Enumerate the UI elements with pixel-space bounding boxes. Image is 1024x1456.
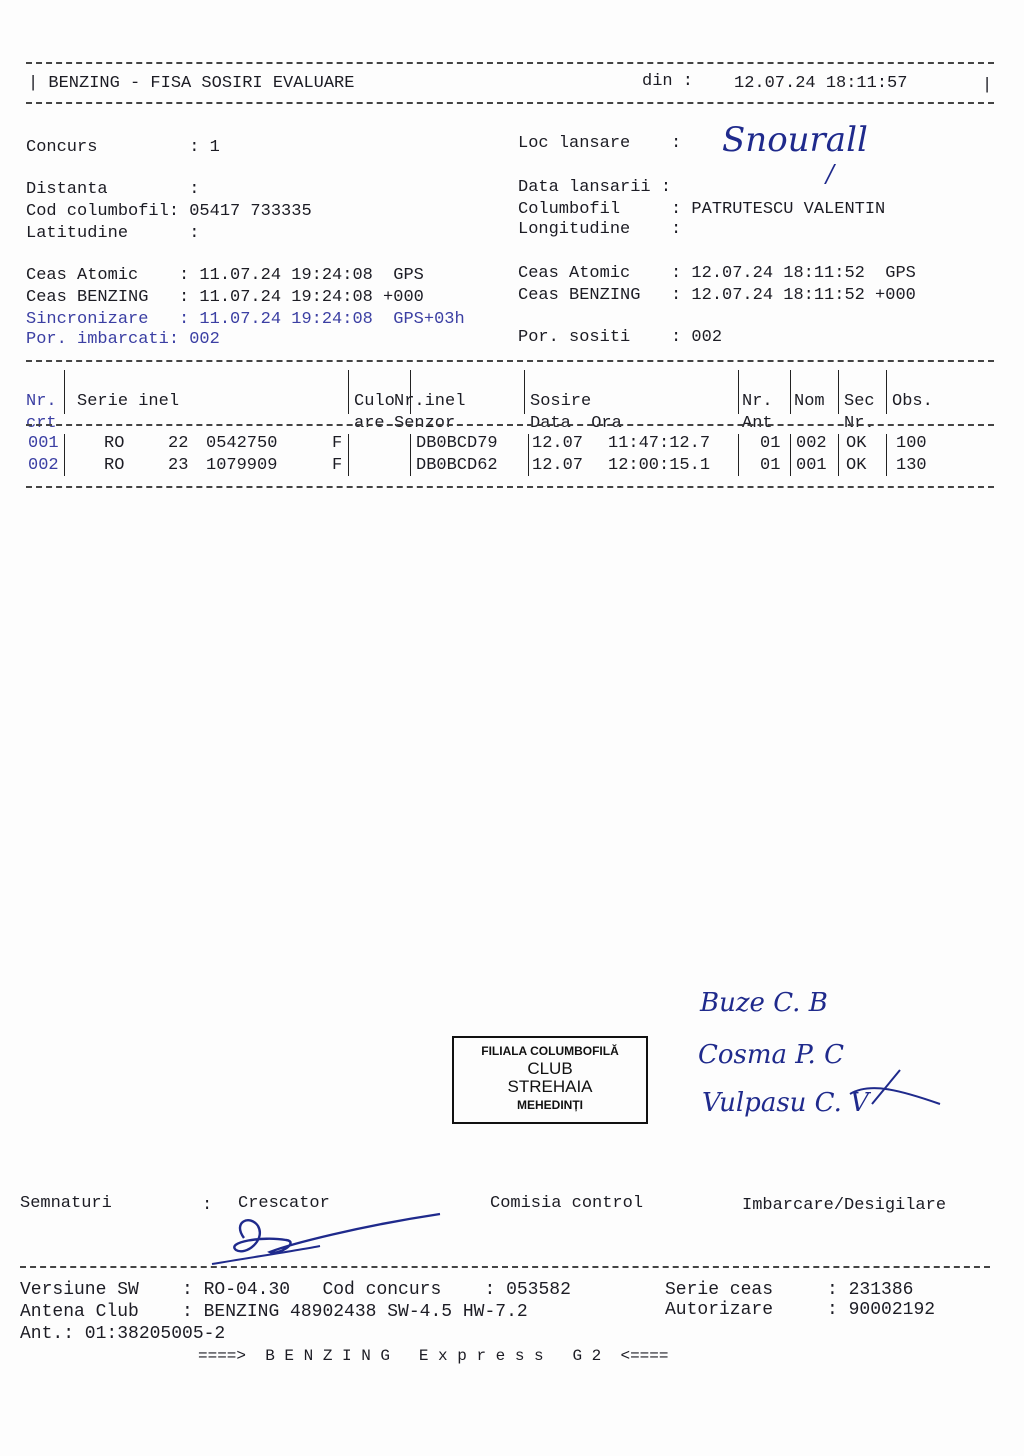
row-date: 12.07 <box>532 434 584 453</box>
ceas-benzing-right: Ceas BENZING : 12.07.24 18:11:52 +000 <box>518 286 916 305</box>
row-sex: F <box>332 456 343 475</box>
row-obs: 130 <box>896 456 927 475</box>
columbofil-field: Columbofil : PATRUTESCU VALENTIN <box>518 200 886 219</box>
handwritten-name-1: Buze C. B <box>700 988 828 1018</box>
comisia-label: Comisia control <box>490 1194 644 1213</box>
latitudine-field: Latitudine : <box>26 224 200 243</box>
data-lansarii-field: Data lansarii : <box>518 178 672 197</box>
row-time: 11:47:12.7 <box>608 434 711 453</box>
crescator-label: Crescator <box>238 1194 330 1213</box>
ceas-benzing-left: Ceas BENZING : 11.07.24 19:24:08 +000 <box>26 288 424 307</box>
semnaturi-label: Semnaturi <box>20 1194 112 1213</box>
cod-columbofil-field: Cod columbofil: 05417 733335 <box>26 202 312 221</box>
loc-lansare-field: Loc lansare : <box>518 134 682 153</box>
handwritten-name-2: Cosma P. C <box>698 1040 844 1070</box>
row-ant: 01 <box>760 434 781 453</box>
por-sositi-field: Por. sositi : 002 <box>518 328 723 347</box>
row-country: RO <box>104 456 125 475</box>
row-sec: OK <box>846 456 867 475</box>
row-sensor: DB0BCD62 <box>416 456 498 475</box>
autorizare: Autorizare : 90002192 <box>665 1300 936 1320</box>
por-imbarcati-field: Por. imbarcati: 002 <box>26 330 220 349</box>
row-year: 22 <box>168 434 189 453</box>
row-sex: F <box>332 434 343 453</box>
row-ant: 01 <box>760 456 781 475</box>
table-header-row-1: Nr. Serie inel Culo Nr.inel Sosire Nr. Nom Sec Obs. <box>26 392 933 411</box>
row-country: RO <box>104 434 125 453</box>
versiune-sw: Versiune SW : RO-04.30 Cod concurs : 053582 <box>20 1280 571 1300</box>
table-header-row-2: crt are Senzor Data Ora Ant Nr. <box>26 414 875 433</box>
concurs-field: Concurs : 1 <box>26 138 220 157</box>
row-nom: 002 <box>796 434 827 453</box>
row-sec: OK <box>846 434 867 453</box>
stamp-line-1: FILIALA COLUMBOFILĂ <box>481 1044 619 1058</box>
row-obs: 100 <box>896 434 927 453</box>
stamp-line-2: CLUB <box>527 1059 573 1078</box>
ceas-atomic-right: Ceas Atomic : 12.07.24 18:11:52 GPS <box>518 264 916 283</box>
row-crt: 001 <box>28 434 59 453</box>
handwritten-name-3: Vulpasu C. V <box>702 1088 869 1118</box>
din-datetime: 12.07.24 18:11:57 <box>734 74 908 93</box>
row-date: 12.07 <box>532 456 584 475</box>
row-crt: 002 <box>28 456 59 475</box>
loc-lansare-handwritten: Snourall <box>722 120 868 160</box>
semnaturi-colon: : <box>202 1196 213 1215</box>
antena-club: Antena Club : BENZING 48902438 SW-4.5 HW-7.2 <box>20 1302 528 1322</box>
distanta-field: Distanta : <box>26 180 200 199</box>
sincronizare-field: Sincronizare : 11.07.24 19:24:08 GPS+03h <box>26 310 465 329</box>
serie-ceas: Serie ceas : 231386 <box>665 1280 914 1300</box>
footer-rule <box>20 1266 990 1268</box>
report-title: | BENZING - FISA SOSIRI EVALUARE <box>28 74 355 93</box>
header-right-bar: | <box>982 76 993 95</box>
row-sensor: DB0BCD79 <box>416 434 498 453</box>
handwritten-slash: / <box>826 160 835 188</box>
row-ring: 1079909 <box>206 456 278 475</box>
ant-id: Ant.: 01:38205005-2 <box>20 1324 226 1344</box>
stamp-line-3: STREHAIA <box>507 1077 593 1096</box>
benzing-brand: ====> B E N Z I N G E x p r e s s G 2 <==== <box>198 1347 669 1365</box>
row-nom: 001 <box>796 456 827 475</box>
din-label: din : <box>642 72 694 91</box>
row-ring: 0542750 <box>206 434 278 453</box>
row-year: 23 <box>168 456 189 475</box>
imbarcare-label: Imbarcare/Desigilare <box>742 1196 947 1215</box>
longitudine-field: Longitudine : <box>518 220 682 239</box>
stamp-line-4: MEHEDINȚI <box>517 1098 583 1112</box>
row-time: 12:00:15.1 <box>608 456 711 475</box>
ceas-atomic-left: Ceas Atomic : 11.07.24 19:24:08 GPS <box>26 266 424 285</box>
